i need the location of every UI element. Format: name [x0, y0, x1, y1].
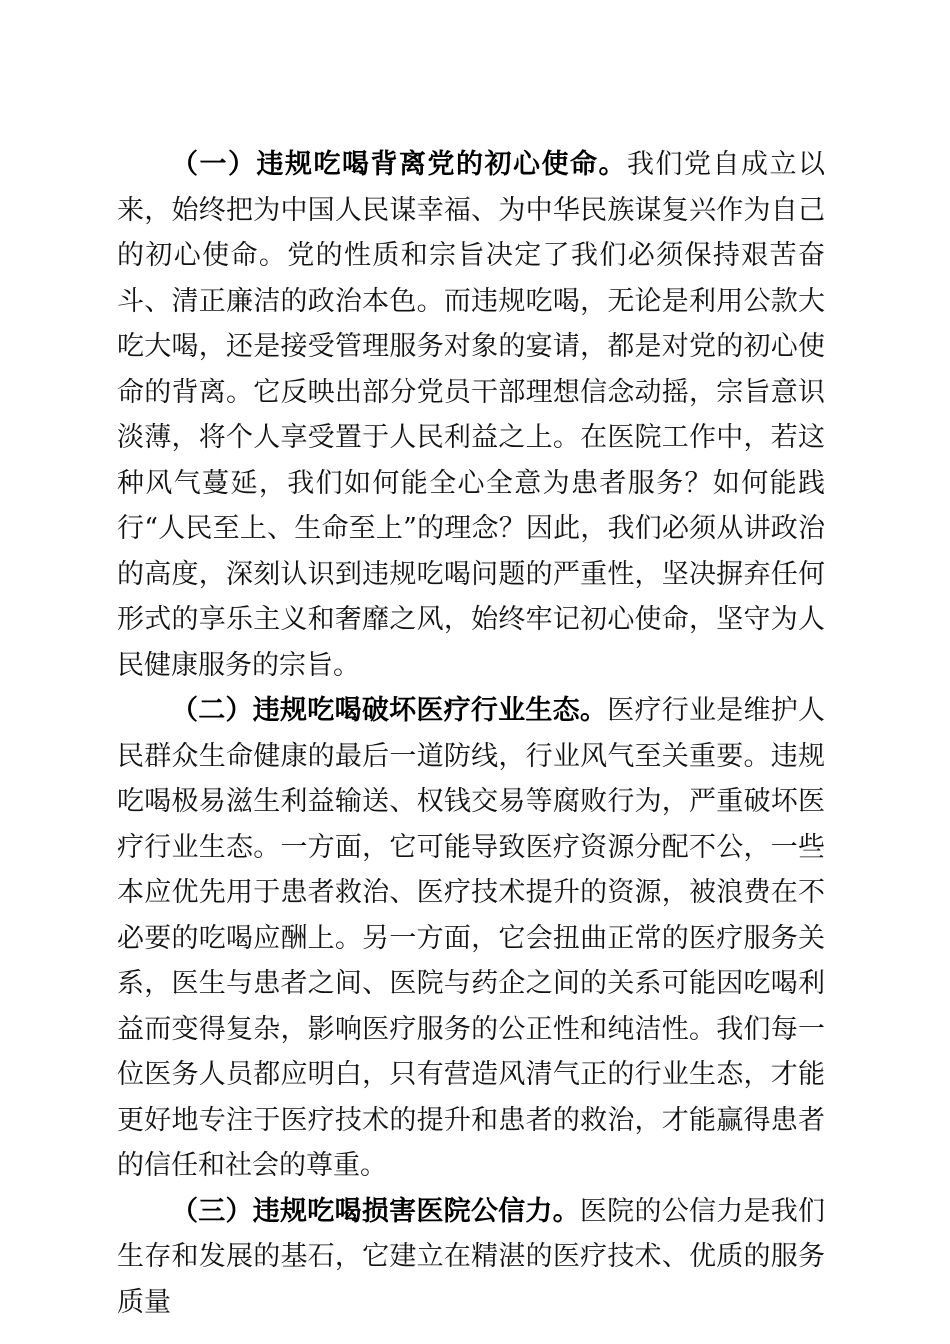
paragraph-3: [117, 1189, 825, 1326]
paragraph-1-text: 我们党自成立以来，始终把为中国人民谋幸福、为中华民族谋复兴作为自己的初心使命。党的性质和宗旨决定了我们必须保持艰苦奋斗、清正廉洁的政治本色。而违规吃喝，无论是利用公款大吃大喝，还是接受管理服务对象的宴请，都是对党的初心使命的背离。它反映出部分党员干部理想信念动摇，宗旨意识淡薄，将个人享受置于人民利益之上。在医院工作中，若这种风气蔓延，我们如何能全心全意为患者服务？如何能践行“人民至上、生命至上”的理念？因此，我们必须从讲政治的高度，深刻认识到违规吃喝问题的严重性，坚决摒弃任何形式的享乐主义和奢靡之风，始终牢记初心使命，坚守为人民健康服务的宗旨。: [117, 149, 825, 681]
document-body: [117, 142, 825, 1325]
paragraph-2-heading: （二）违规吃喝破坏医疗行业生态。: [171, 695, 608, 726]
paragraph-2-text: 医疗行业是维护人民群众生命健康的最后一道防线，行业风气至关重要。违规吃喝极易滋生利益输送、权钱交易等腐败行为，严重破坏医疗行业生态。一方面，它可能导致医疗资源分配不公，一些本应优先用于患者救治、医疗技术提升的资源，被浪费在不必要的吃喝应酬上。另一方面，它会扭曲正常的医疗服务关系，医生与患者之间、医院与药企之间的关系可能因吃喝利益而变得复杂，影响医疗服务的公正性和纯洁性。我们每一位医务人员都应明白，只有营造风清气正的行业生态，才能更好地专注于医疗技术的提升和患者的救治，才能赢得患者的信任和社会的尊重。: [117, 695, 826, 1181]
paragraph-1: [117, 142, 825, 688]
paragraph-2: [117, 688, 825, 1189]
paragraph-1-heading: （一）违规吃喝背离党的初心使命。: [171, 149, 627, 180]
paragraph-3-text: 医院的公信力是我们生存和发展的基石，它建立在精湛的医疗技术、优质的服务质量: [117, 1195, 826, 1318]
paragraph-3-heading: （三）违规吃喝损害医院公信力。: [171, 1195, 580, 1227]
